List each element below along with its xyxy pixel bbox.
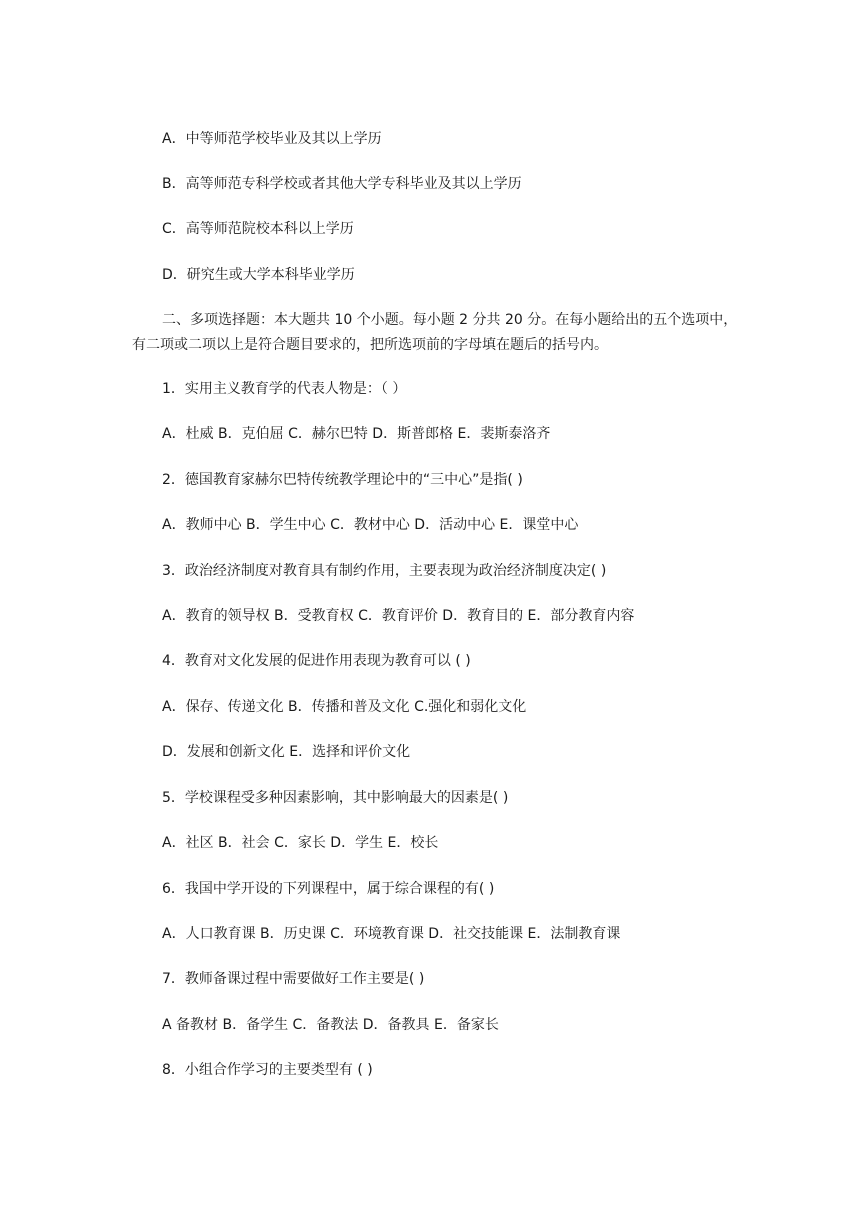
question-line: 3．政治经济制度对教育具有制约作用，主要表现为政治经济制度决定( ) <box>162 563 607 579</box>
option-line: A 备教材 B．备学生 C．备教法 D．备教具 E．备家长 <box>162 1017 499 1033</box>
question-line: 1．实用主义教育学的代表人物是：（ ） <box>162 381 407 397</box>
question-line: 7．教师备课过程中需要做好工作主要是( ) <box>162 971 425 987</box>
option-line: C．高等师范院校本科以上学历 <box>162 221 354 237</box>
question-line: 2．德国教育家赫尔巴特传统教学理论中的“三中心”是指( ) <box>162 472 523 488</box>
question-line: 6．我国中学开设的下列课程中，属于综合课程的有( ) <box>162 881 495 897</box>
option-line: A．人口教育课 B．历史课 C．环境教育课 D．社交技能课 E．法制教育课 <box>162 926 621 942</box>
option-line: B．高等师范专科学校或者其他大学专科毕业及其以上学历 <box>162 176 522 192</box>
option-line: A．中等师范学校毕业及其以上学历 <box>162 131 382 147</box>
option-line: D．研究生或大学本科毕业学历 <box>162 267 355 283</box>
option-line: A．社区 B．社会 C．家长 D．学生 E．校长 <box>162 835 439 851</box>
option-line: A．教育的领导权 B．受教育权 C．教育评价 D．教育目的 E．部分教育内容 <box>162 608 635 624</box>
option-line: D．发展和创新文化 E．选择和评价文化 <box>162 744 411 760</box>
option-line: A．教师中心 B．学生中心 C．教材中心 D．活动中心 E．课堂中心 <box>162 517 579 533</box>
question-line: 5．学校课程受多种因素影响，其中影响最大的因素是( ) <box>162 790 509 806</box>
question-line: 4．教育对文化发展的促进作用表现为教育可以 ( ) <box>162 653 471 669</box>
section-heading: 二、多项选择题：本大题共 10 个小题。每小题 2 分共 20 分。在每小题给出的五个选项中，有二项或二项以上是符合题目要求的，把所选项前的字母填在题后的括号内。 <box>132 312 738 353</box>
option-line: A．杜威 B．克伯屈 C．赫尔巴特 D．斯普郎格 E．裴斯泰洛齐 <box>162 426 551 442</box>
question-line: 8．小组合作学习的主要类型有 ( ) <box>162 1062 373 1078</box>
option-line: A．保存、传递文化 B．传播和普及文化 C.强化和弱化文化 <box>162 699 527 715</box>
